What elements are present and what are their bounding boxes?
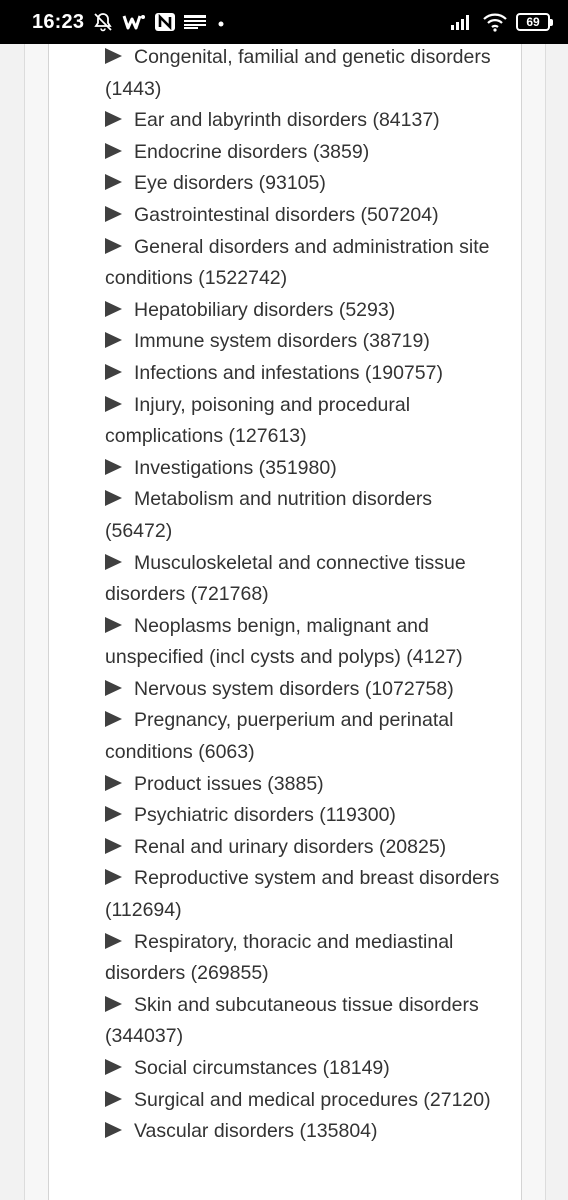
expand-arrow-icon[interactable] <box>105 775 122 791</box>
list-item-label: Hepatobiliary disorders (5293) <box>134 298 396 321</box>
expand-arrow-icon[interactable] <box>105 206 122 222</box>
expand-arrow-icon[interactable] <box>105 996 122 1012</box>
news-app-icon <box>184 14 206 30</box>
list-item[interactable] <box>105 326 500 358</box>
status-time: 16:23 <box>32 10 85 33</box>
category-list <box>105 42 500 1148</box>
expand-arrow-icon[interactable] <box>105 1059 122 1075</box>
expand-arrow-icon[interactable] <box>105 869 122 885</box>
expand-arrow-icon[interactable] <box>105 238 122 254</box>
list-item[interactable] <box>105 358 500 390</box>
list-item-label: Musculoskeletal and connective tissue disorders (721768) <box>105 551 466 606</box>
list-item-label: Eye disorders (93105) <box>134 172 326 195</box>
expand-arrow-icon[interactable] <box>105 711 122 727</box>
expand-arrow-icon[interactable] <box>105 48 122 64</box>
signal-icon <box>450 13 474 31</box>
battery-indicator: 69 <box>516 13 550 31</box>
list-item[interactable] <box>105 295 500 327</box>
list-item-label: General disorders and administration site conditions (1522742) <box>105 235 490 290</box>
list-item[interactable] <box>105 832 500 864</box>
expand-arrow-icon[interactable] <box>105 554 122 570</box>
list-item-label: Injury, poisoning and procedural complications (127613) <box>105 393 411 448</box>
list-item[interactable] <box>105 484 500 547</box>
expand-arrow-icon[interactable] <box>105 490 122 506</box>
list-item-label: Endocrine disorders (3859) <box>134 140 370 163</box>
expand-arrow-icon[interactable] <box>105 680 122 696</box>
expand-arrow-icon[interactable] <box>105 396 122 412</box>
list-item[interactable] <box>105 674 500 706</box>
list-item-label: Renal and urinary disorders (20825) <box>134 835 447 858</box>
list-item[interactable] <box>105 548 500 611</box>
list-item-label: Social circumstances (18149) <box>134 1057 390 1079</box>
list-item[interactable] <box>105 390 500 453</box>
list-item[interactable] <box>105 1085 500 1117</box>
expand-arrow-icon[interactable] <box>105 332 122 348</box>
list-item[interactable] <box>105 105 500 137</box>
list-item-label: Reproductive system and breast disorders (112694) <box>105 867 500 922</box>
w-app-icon <box>122 12 146 32</box>
n-app-icon <box>154 12 176 32</box>
expand-arrow-icon[interactable] <box>105 1122 122 1138</box>
wifi-icon <box>482 12 508 32</box>
expand-arrow-icon[interactable] <box>105 617 122 633</box>
list-item-label: Vascular disorders (135804) <box>134 1120 378 1143</box>
status-bar <box>0 0 568 44</box>
list-item[interactable] <box>105 769 500 801</box>
list-item[interactable] <box>105 800 500 832</box>
list-item-label: Gastrointestinal disorders (507204) <box>134 203 439 226</box>
list-item[interactable] <box>105 705 500 768</box>
list-item-label: Skin and subcutaneous tissue disorders (344037) <box>105 993 479 1048</box>
list-item[interactable] <box>105 232 500 295</box>
list-item[interactable] <box>105 863 500 926</box>
notifications-off-icon <box>92 11 114 33</box>
expand-arrow-icon[interactable] <box>105 364 122 380</box>
expand-arrow-icon[interactable] <box>105 459 122 475</box>
list-item[interactable] <box>105 611 500 674</box>
expand-arrow-icon[interactable] <box>105 1091 122 1107</box>
list-item[interactable] <box>105 927 500 990</box>
list-item-label: Nervous system disorders (1072758) <box>134 677 454 700</box>
list-item-label: Congenital, familial and genetic disorders (1443) <box>105 46 491 100</box>
list-item-label: Immune system disorders (38719) <box>134 330 430 353</box>
list-item[interactable] <box>105 137 500 169</box>
list-item[interactable] <box>105 1116 500 1148</box>
list-item-label: Neoplasms benign, malignant and unspecified (incl cysts and polyps) (4127) <box>105 614 463 669</box>
list-item-label: Infections and infestations (190757) <box>134 361 443 384</box>
list-item[interactable] <box>105 42 500 105</box>
expand-arrow-icon[interactable] <box>105 838 122 854</box>
list-item-label: Respiratory, thoracic and mediastinal disorders (269855) <box>105 930 454 985</box>
list-item[interactable] <box>105 200 500 232</box>
expand-arrow-icon[interactable] <box>105 933 122 949</box>
list-item-label: Pregnancy, puerperium and perinatal conditions (6063) <box>105 709 454 764</box>
expand-arrow-icon[interactable] <box>105 143 122 159</box>
expand-arrow-icon[interactable] <box>105 301 122 317</box>
list-item-label: Product issues (3885) <box>134 772 324 795</box>
expand-arrow-icon[interactable] <box>105 111 122 127</box>
list-item[interactable] <box>105 453 500 485</box>
list-item-label: Ear and labyrinth disorders (84137) <box>134 109 440 132</box>
expand-arrow-icon[interactable] <box>105 174 122 190</box>
list-item-label: Surgical and medical procedures (27120) <box>134 1088 491 1111</box>
expand-arrow-icon[interactable] <box>105 806 122 822</box>
list-item[interactable] <box>105 990 500 1053</box>
list-item[interactable] <box>105 1053 500 1085</box>
list-item-label: Investigations (351980) <box>134 456 337 479</box>
list-item-label: Metabolism and nutrition disorders (56472) <box>105 488 433 542</box>
list-item-label: Psychiatric disorders (119300) <box>134 804 396 827</box>
list-item[interactable] <box>105 168 500 200</box>
dot-icon <box>214 15 228 29</box>
